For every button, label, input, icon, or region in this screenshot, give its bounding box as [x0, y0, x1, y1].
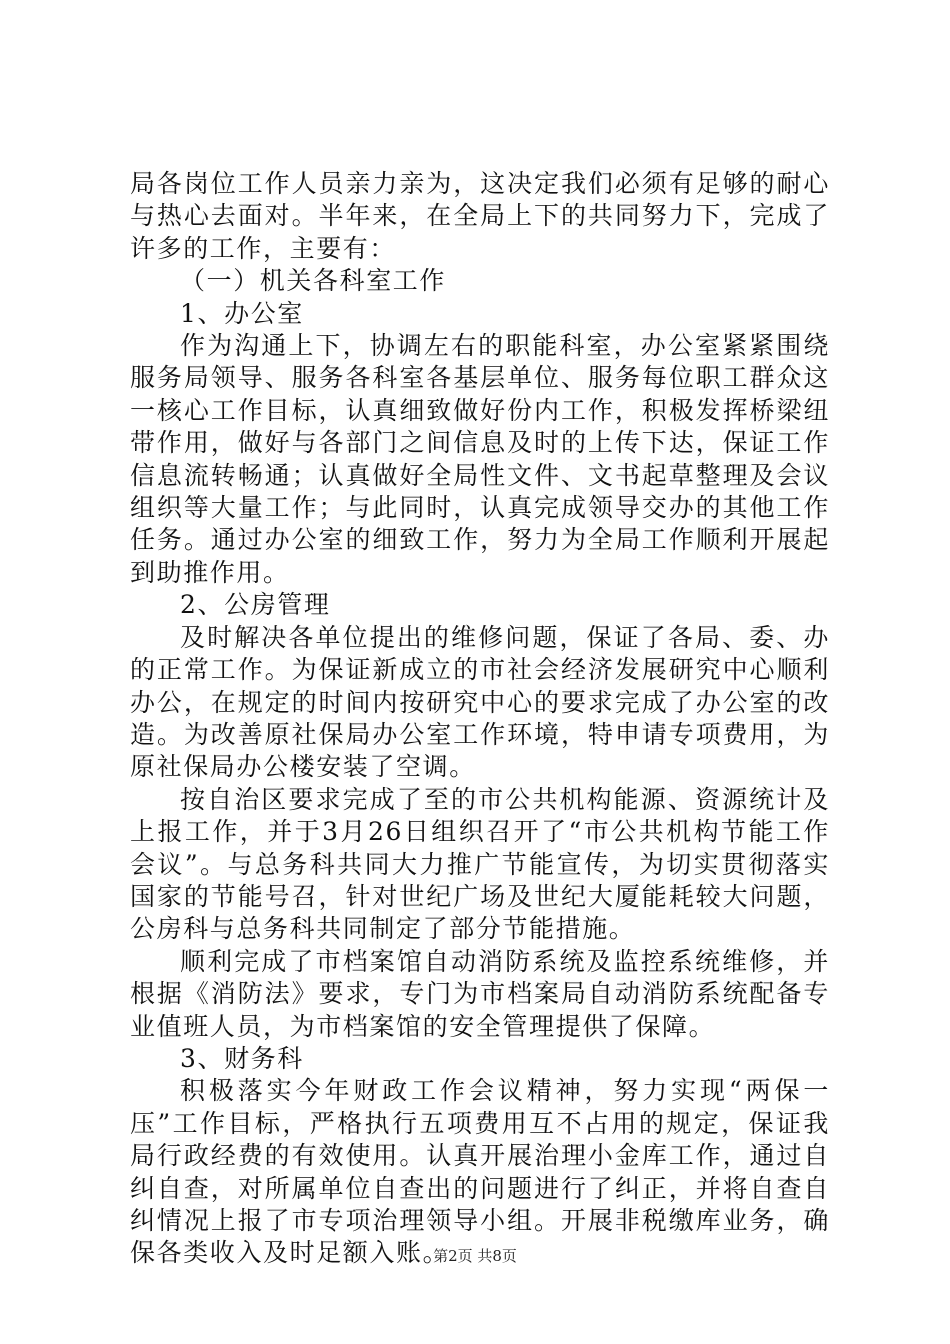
subheading-public-housing: 2、公房管理 [180, 590, 331, 620]
paragraph-fire-system: 顺利完成了市档案馆自动消防系统及监控系统维修，并根据《消防法》要求，专门为市档案局自动消防系统配备专业值班人员，为市档案馆的安全管理提供了保障。 [130, 946, 830, 1041]
document-body [130, 168, 830, 1270]
section-heading-offices: （一）机关各科室工作 [180, 266, 447, 296]
paragraph-office: 作为沟通上下，协调左右的职能科室，办公室紧紧围绕服务局领导、服务各科室各基层单位、服务每位职工群众这一核心工作目标，认真细致做好份内工作，积极发挥桥梁纽带作用，做好与各部门之间信息及时的上传下达，保证工作信息流转畅通；认真做好全局性文件、文书起草整理及会议组织等大量工作；与此同时，认真完成领导交办的其他工作任务。通过办公室的细致工作，努力为全局工作顺利开展起到助推作用。 [130, 331, 830, 587]
paragraph-continuation: 局各岗位工作人员亲力亲为，这决定我们必须有足够的耐心与热心去面对。半年来，在全局上下的共同努力下，完成了许多的工作，主要有： [130, 169, 830, 263]
paragraph-housing-maintenance: 及时解决各单位提出的维修问题，保证了各局、委、办的正常工作。为保证新成立的市社会经济发展研究中心顺利办公，在规定的时间内按研究中心的要求完成了办公室的改造。为改善原社保局办公室工作环境，特申请专项费用，为原社保局办公楼安装了空调。 [130, 622, 830, 782]
subheading-office: 1、办公室 [180, 298, 304, 328]
paragraph-energy-saving: 按自治区要求完成了至的市公共机构能源、资源统计及上报工作，并于3月26日组织召开了“市公共机构节能工作会议”。与总务科共同大力推广节能宣传，为切实贯彻落实国家的节能号召，针对世纪广场及世纪大厦能耗较大问题，公房科与总务科共同制定了部分节能措施。 [130, 784, 830, 944]
subheading-finance: 3、财务科 [180, 1043, 304, 1073]
paragraph-finance: 积极落实今年财政工作会议精神，努力实现“两保一压”工作目标，严格执行五项费用互不占用的规定，保证我局行政经费的有效使用。认真开展治理小金库工作，通过自纠自查，对所属单位自查出的问题进行了纠正，并将自查自纠情况上报了市专项治理领导小组。开展非税缴库业务，确保各类收入及时足额入账。 [130, 1076, 830, 1268]
page-number-footer: 第2页 共8页 [433, 1247, 517, 1265]
